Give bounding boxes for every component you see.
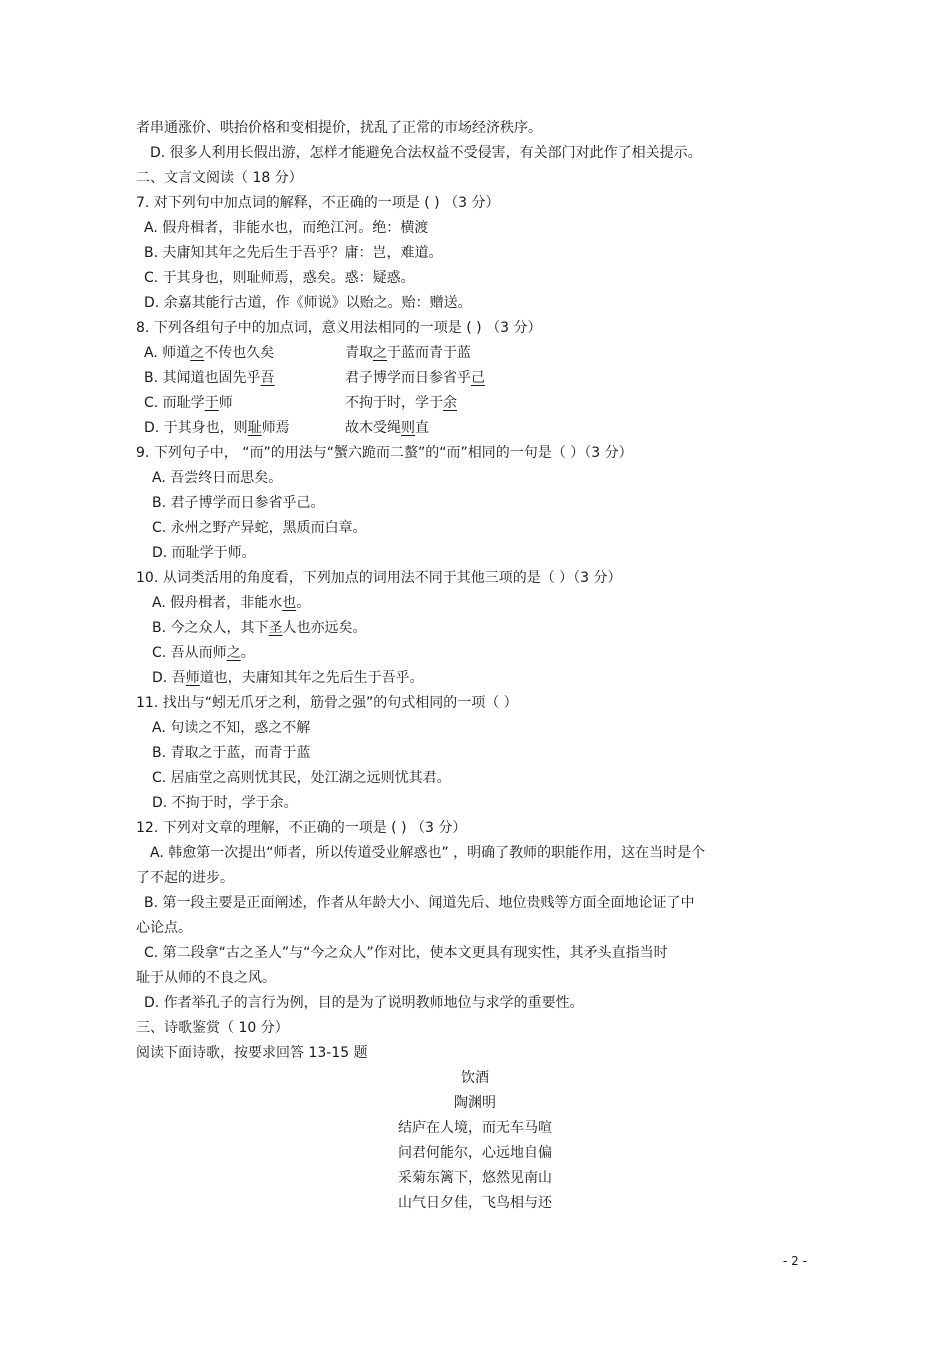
option-d-right: 故木受绳则直 (345, 420, 429, 436)
poem-verse: 问君何能尔，心远地自偏 (398, 1145, 552, 1161)
question-12: 12. 下列对文章的理解，不正确的一项是 ( ) （3 分） (136, 820, 467, 836)
option-b-right: 君子博学而日参省乎己 (345, 370, 485, 386)
question-11: 11. 找出与“蚓无爪牙之利，筋骨之强”的句式相同的一项（ ） (136, 695, 518, 711)
option-b: B. 今之众人，其下圣人也亦远矣。 (152, 620, 367, 636)
option-d: D. 吾师道也，夫庸知其年之先后生于吾乎。 (152, 670, 424, 686)
section-heading: 三、诗歌鉴赏（ 10 分） (136, 1020, 289, 1036)
poem-verse: 山气日夕佳，飞鸟相与还 (398, 1195, 552, 1211)
option-b: B. 第一段主要是正面阐述，作者从年龄大小、闻道先后、地位贵贱等方面全面地论证了中 (144, 895, 695, 911)
option-a-cont: 了不起的进步。 (136, 870, 234, 886)
question-10: 10. 从词类活用的角度看，下列加点的词用法不同于其他三项的是（ ）（3 分） (136, 570, 622, 586)
text-line: 者串通涨价、哄抬价格和变相提价，扰乱了正常的市场经济秩序。 (136, 120, 542, 136)
option-b: B. 青取之于蓝，而青于蓝 (152, 745, 311, 761)
page-number: - 2 - (783, 1254, 807, 1268)
question-9: 9. 下列句子中， “而”的用法与“蟹六跪而二螯”的“而”相同的一句是（ ）（3 分） (136, 445, 633, 461)
option-a: A. 吾尝终日而思矣。 (152, 470, 283, 486)
option-c: C. 第二段拿“古之圣人”与“今之众人”作对比，使本文更具有现实性，其矛头直指当时 (144, 945, 668, 961)
option-b-left: B. 其闻道也固先乎吾 (144, 370, 275, 386)
option-b: B. 君子博学而日参省乎己。 (152, 495, 325, 511)
poem-verse: 结庐在人境，而无车马喧 (398, 1120, 552, 1136)
option-a: A. 假舟楫者，非能水也。 (152, 595, 311, 611)
section-heading: 二、文言文阅读（ 18 分） (136, 170, 303, 186)
option-c: C. 居庙堂之高则忧其民，处江湖之远则忧其君。 (152, 770, 451, 786)
poem-author: 陶渊明 (454, 1095, 496, 1111)
option-c-right: 不拘于时，学于余 (345, 395, 457, 411)
option-d: D. 余嘉其能行古道，作《师说》以贻之。贻：赠送。 (144, 295, 472, 311)
option-a: A. 韩愈第一次提出“师者，所以传道受业解惑也” ，明确了教师的职能作用，这在当时是个 (150, 845, 706, 861)
option-a-right: 青取之于蓝而青于蓝 (345, 345, 471, 361)
poem-title: 饮酒 (461, 1070, 489, 1086)
option-c: C. 于其身也，则耻师焉，惑矣。惑：疑惑。 (144, 270, 415, 286)
option-b: B. 夫庸知其年之先后生于吾乎？庸：岂，难道。 (144, 245, 443, 261)
option-c-left: C. 而耻学于师 (144, 395, 233, 411)
option-a: A. 假舟楫者，非能水也，而绝江河。绝：横渡 (144, 220, 429, 236)
poem-verse: 采菊东篱下，悠然见南山 (398, 1170, 552, 1186)
option-d: D. 不拘于时，学于余。 (152, 795, 298, 811)
option-b-cont: 心论点。 (136, 920, 192, 936)
option-c-cont: 耻于从师的不良之风。 (136, 970, 276, 986)
instruction: 阅读下面诗歌，按要求回答 13-15 题 (136, 1045, 368, 1061)
option-c: C. 吾从而师之。 (152, 645, 255, 661)
option-a-left: A. 师道之不传也久矣 (144, 345, 275, 361)
option-d-left: D. 于其身也，则耻师焉 (144, 420, 290, 436)
question-7: 7. 对下列句中加点词的解释，不正确的一项是 ( ) （3 分） (136, 195, 500, 211)
option-d: D. 而耻学于师。 (152, 545, 256, 561)
option-d: D. 作者举孔子的言行为例，目的是为了说明教师地位与求学的重要性。 (144, 995, 584, 1011)
option-a: A. 句读之不知，惑之不解 (152, 720, 311, 736)
question-8: 8. 下列各组句子中的加点词，意义用法相同的一项是 ( ) （3 分） (136, 320, 542, 336)
option-c: C. 永州之野产异蛇，黑质而白章。 (152, 520, 367, 536)
text-line: D. 很多人利用长假出游，怎样才能避免合法权益不受侵害，有关部门对此作了相关提示。 (150, 145, 702, 161)
